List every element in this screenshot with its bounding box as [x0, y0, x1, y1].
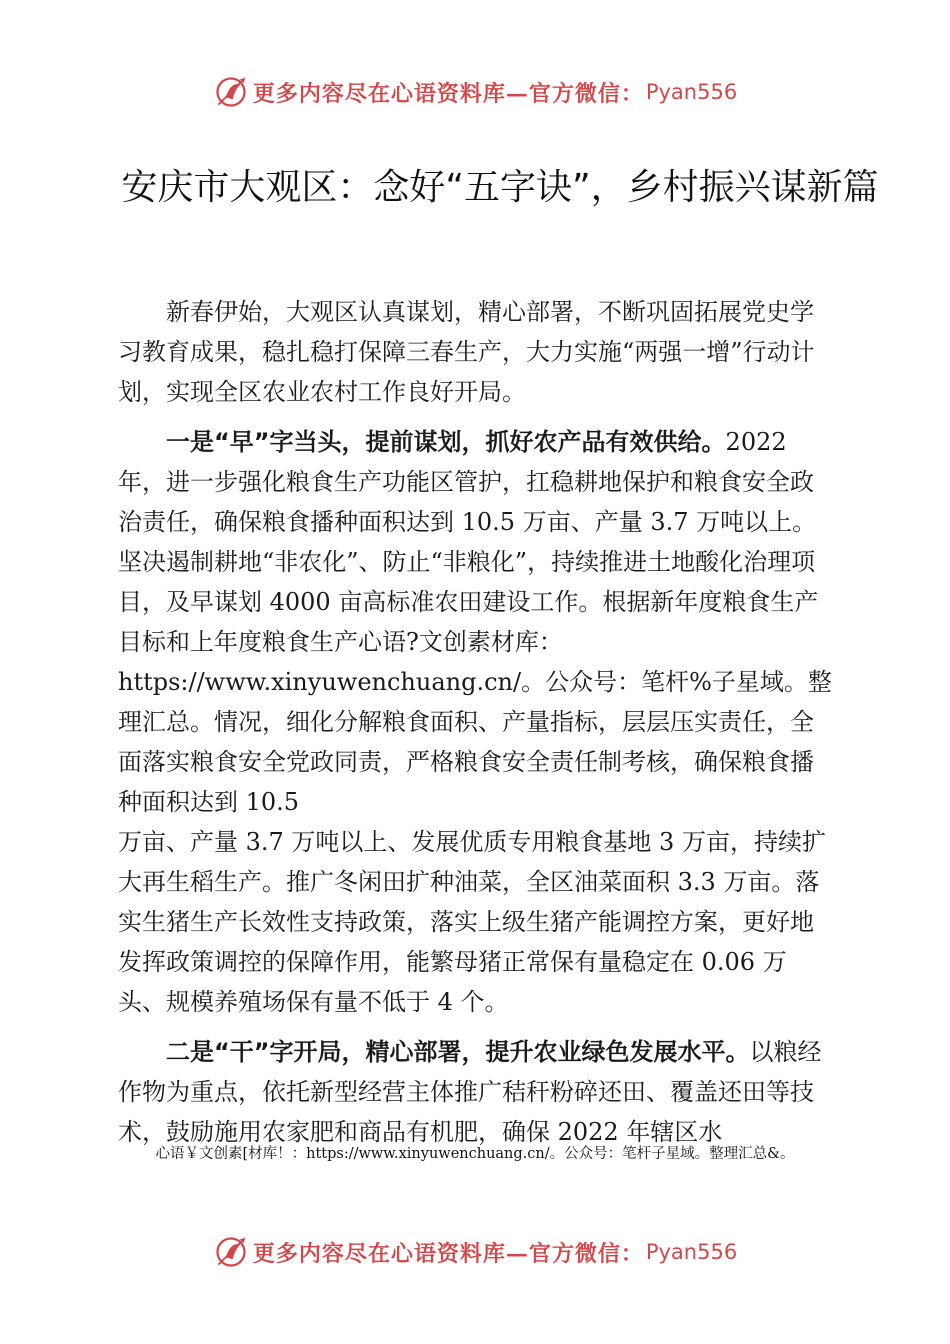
article-body [118, 292, 834, 1152]
brand-logo-icon [213, 74, 249, 110]
paragraph-work [118, 1032, 834, 1152]
paragraph-early-cont: 万亩、产量 3.7 万吨以上、发展优质专用粮食基地 3 万亩，持续扩大再生稻生产。推广冬闲田扩种油菜，全区油菜面积 3.3 万亩。落实生猪生产长效性支持政策，落实上级生猪产能调控方案，更好地发挥政策调控的保障作用，能繁母猪正常保有量稳定在 0.06 万头、规模养殖场保有量不低于 4 个。 [118, 828, 826, 1016]
brand-logo-icon [213, 1234, 249, 1270]
section-text-work: 以粮经作物为重点，依托新型经营主体推广秸秆粉碎还田、覆盖还田等技术，鼓励施用农家肥和商品有机肥，确保 2022 年辖区水 [118, 1038, 822, 1146]
banner-wechat-handle: Pyan556 [645, 80, 738, 104]
footer-note: 心语￥文创素[材库！：https://www.xinyuwenchuang.cn/。公众号：笔杆子星域。整理汇总&。 [155, 1146, 795, 1162]
paragraph-early [118, 422, 834, 662]
paragraph-intro: 新春伊始，大观区认真谋划，精心部署，不断巩固拓展党史学习教育成果，稳扎稳打保障三春生产，大力实施“两强一增”行动计划，实现全区农业农村工作良好开局。 [118, 298, 815, 406]
section-text-early: 2022年，进一步强化粮食生产功能区管护，扛稳耕地保护和粮食安全政治责任，确保粮食播种面积达到 10.5 万亩、产量 3.7 万吨以上。坚决遏制耕地“非农化”、防止“非粮化”，持续推进土地酸化治理项目，及早谋划 4000 亩高标准农田建设工作。根据新年度粮食生产目标和上年度粮食生产心语?文创素材库： [118, 428, 819, 656]
banner-wechat-handle: Pyan556 [645, 1240, 738, 1264]
paragraph-url-line: https://www.xinyuwenchuang.cn/。公众号：笔杆%子星域。整理汇总。情况，细化分解粮食面积、产量指标，层层压实责任，全面落实粮食安全党政同责，严格粮食安全责任制考核，确保粮食播种面积达到 10.5 [118, 668, 832, 816]
banner-text: 更多内容尽在心语资料库—官方微信： [252, 80, 644, 107]
banner-text: 更多内容尽在心语资料库—官方微信： [252, 1240, 644, 1267]
page-title: 安庆市大观区：念好“五字诀”，乡村振兴谋新篇 [121, 167, 879, 208]
section-heading-early: 一是“早”字当头，提前谋划，抓好农产品有效供给。 [166, 428, 726, 456]
section-heading-work: 二是“干”字开局，精心部署，提升农业绿色发展水平。 [166, 1038, 750, 1066]
footer-banner [0, 1232, 950, 1272]
header-banner [0, 72, 950, 112]
